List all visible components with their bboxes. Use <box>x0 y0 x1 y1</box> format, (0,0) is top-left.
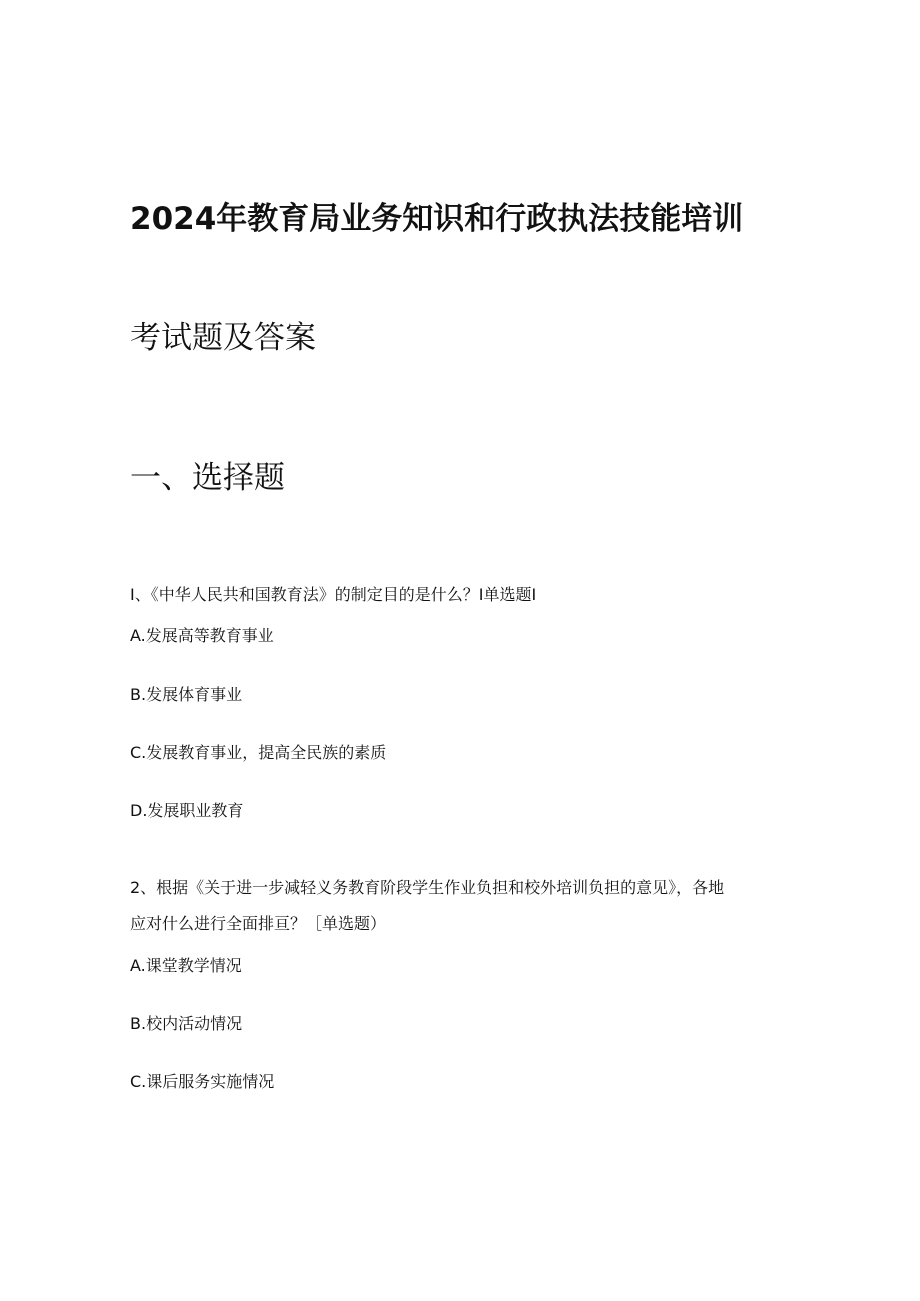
question-2-option-a: A.课堂教学情况 <box>130 956 242 975</box>
question-1-option-d: D.发展职业教育 <box>130 801 244 820</box>
question-2-option-c: C.课后服务实施情况 <box>130 1072 275 1091</box>
document-title-line-1: 2024年教育局业务知识和行政执法技能培训 <box>130 201 744 237</box>
question-1-text: I、《中华人民共和国教育法》的制定目的是什么？I单选题I <box>130 585 537 604</box>
question-2-text-line-1: 2、根据《关于进一步减轻义务教育阶段学生作业负担和校外培训负担的意见》，各地 <box>130 878 725 897</box>
question-1-option-b: B.发展体育事业 <box>130 685 243 704</box>
question-2-option-b: B.校内活动情况 <box>130 1014 243 1033</box>
question-2-text-line-2: 应对什么进行全面排亘？［单选题） <box>130 914 387 933</box>
question-1-option-c: C.发展教育事业，提高全民族的素质 <box>130 743 387 762</box>
question-1-option-a: A.发展高等教育事业 <box>130 626 274 645</box>
section-heading: 一、选择题 <box>130 460 285 496</box>
document-title-line-2: 考试题及答案 <box>130 320 316 356</box>
